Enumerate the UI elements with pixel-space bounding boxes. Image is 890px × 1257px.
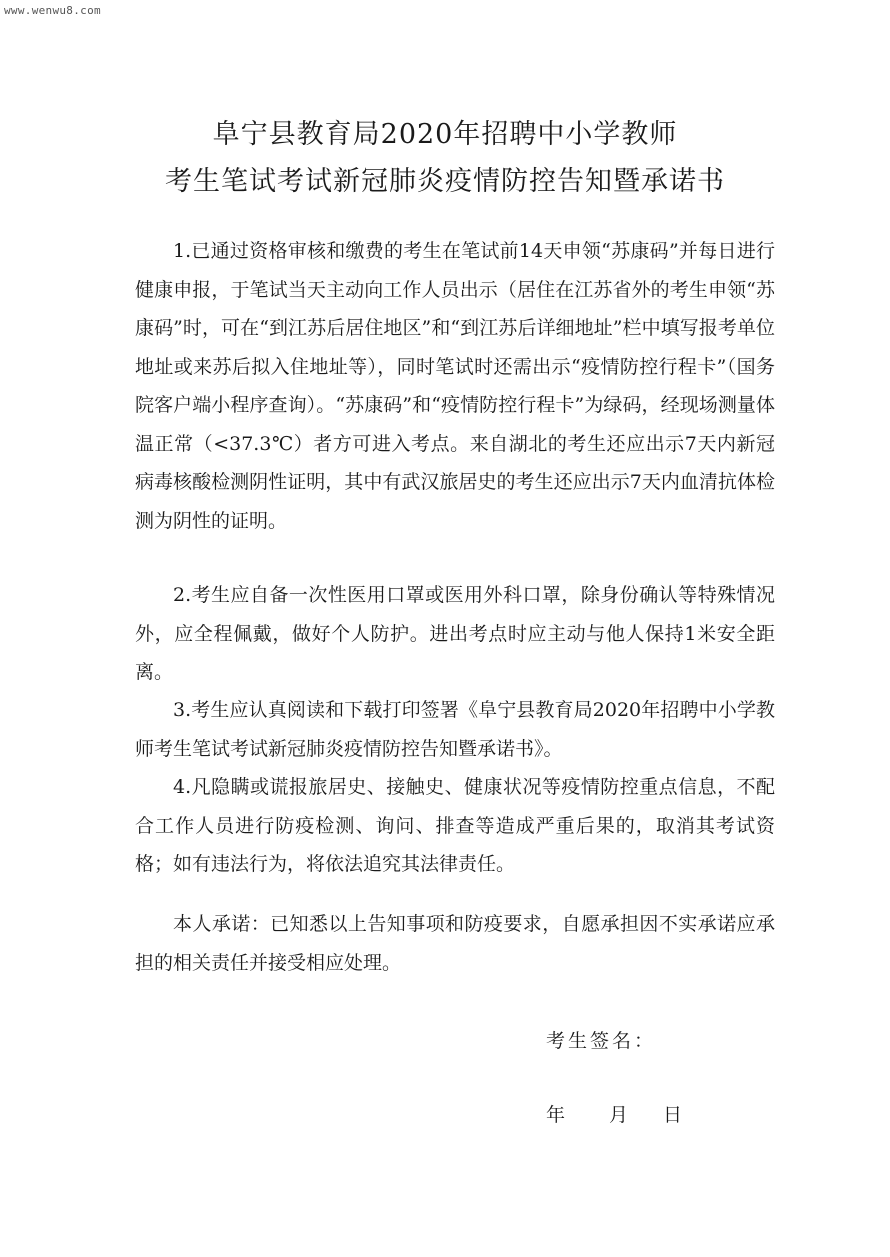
date-year-label: 年 <box>546 1104 566 1126</box>
paragraph-4: 4.凡隐瞒或谎报旅居史、接触史、健康状况等疫情防控重点信息，不配合工作人员进行防疫检测、询问、排查等造成严重后果的，取消其考试资格；如有违法行为，将依法追究其法律责任。 <box>135 776 775 875</box>
paragraph-2: 2.考生应自备一次性医用口罩或医用外科口罩，除身份确认等特殊情况外，应全程佩戴，做好个人防护。进出考点时应主动与他人保持1米安全距离。 <box>135 584 775 683</box>
paragraph-1: 1.已通过资格审核和缴费的考生在笔试前14天申领“苏康码”并每日进行健康申报，于笔试当天主动向工作人员出示（居住在江苏省外的考生申领“苏康码”时，可在“到江苏后居住地区”和“到江苏后详细地址”栏中填写报考单位地址或来苏后拟入住地址等），同时笔试时还需出示“疫情防控行程卡”（国务院客户端小程序查询）。“苏康码”和“疫情防控行程卡”为绿码，经现场测量体温正常（<37.3℃）者方可进入考点。来自湖北的考生还应出示7天内新冠病毒核酸检测阴性证明，其中有武汉旅居史的考生还应出示7天内血清抗体检测为阴性的证明。 <box>135 240 775 532</box>
title-line-1: 阜宁县教育局2020年招聘中小学教师 <box>212 119 678 150</box>
promise-statement: 本人承诺：已知悉以上告知事项和防疫要求，自愿承担因不实承诺应承担的相关责任并接受相应处理。 <box>135 913 775 974</box>
title-line-2: 考生笔试考试新冠肺炎疫情防控告知暨承诺书 <box>165 166 725 197</box>
date-month-label: 月 <box>609 1104 629 1126</box>
date-day-label: 日 <box>663 1104 683 1126</box>
document-title <box>0 111 890 205</box>
paragraph-3: 3.考生应认真阅读和下载打印签署《阜宁县教育局2020年招聘中小学教师考生笔试考试新冠肺炎疫情防控告知暨承诺书》。 <box>135 699 775 760</box>
website-watermark: www.wenwu8.com <box>4 4 101 17</box>
signature-label: 考生签名： <box>546 1030 657 1052</box>
